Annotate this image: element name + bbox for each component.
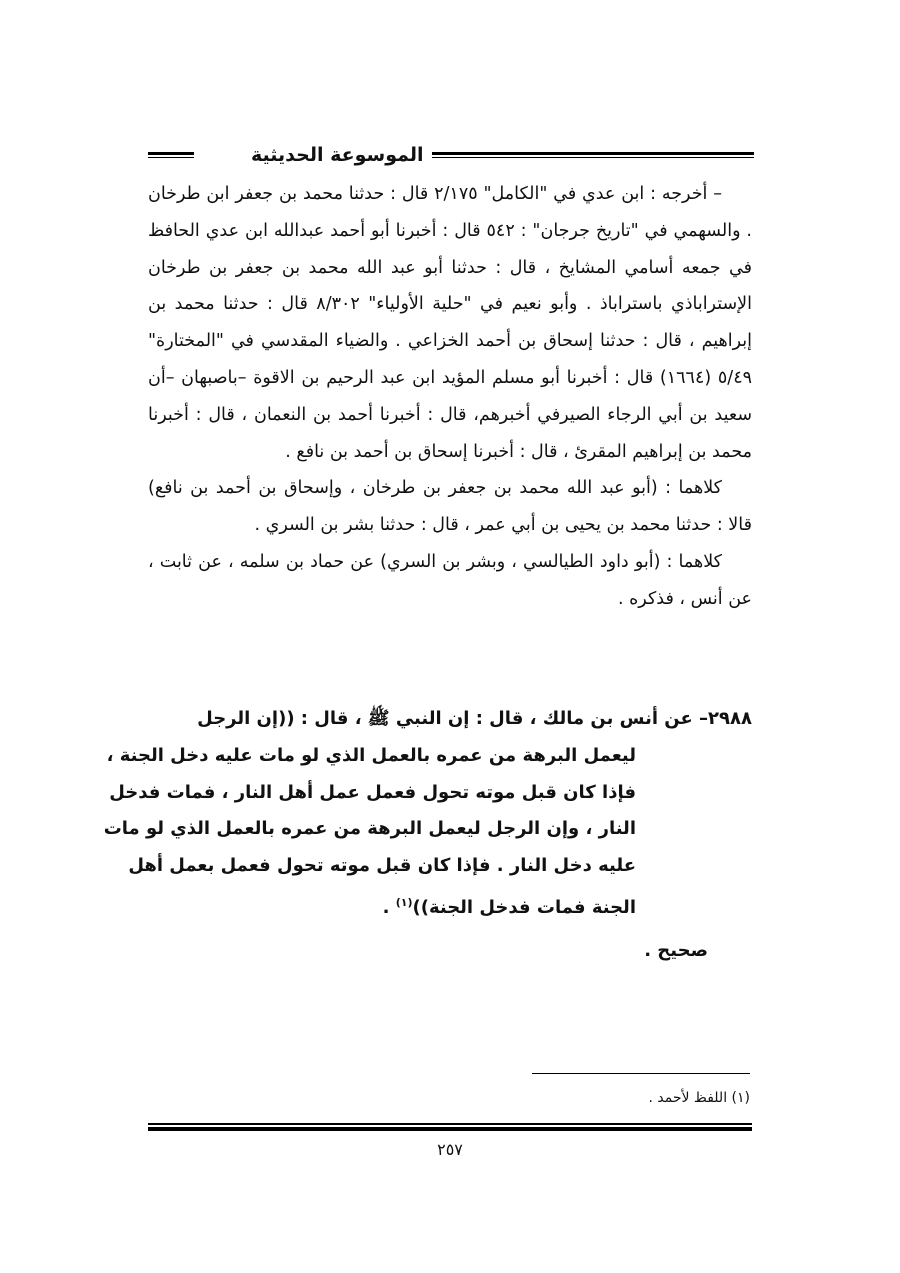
header-title-box xyxy=(243,142,432,168)
hadith-first-line: ٢٩٨٨– عن أنس بن مالك ، قال : إن النبي ﷺ ، قال : ((إن الرجل xyxy=(197,708,752,729)
footer-rule xyxy=(148,1123,752,1131)
hadith-2988 xyxy=(103,701,752,927)
footnote-separator xyxy=(532,1073,750,1074)
takhrij-paragraph: كلاهما : (أبو عبد الله محمد بن جعفر بن طرخان ، وإسحاق بن أحمد بن نافع) قالا : حدثنا محمد بن يحيى بن أبي عمر ، قال : حدثنا بشر بن السري . xyxy=(148,478,752,536)
header-title: الموسوعة الحديثية xyxy=(251,144,424,166)
hadith-last-text: الجنة فمات فدخل الجنة)) xyxy=(412,896,636,918)
footnote-reference[interactable]: (١) xyxy=(395,895,413,909)
hadith-grade: صحيح . xyxy=(644,940,708,961)
running-header xyxy=(148,142,754,172)
takhrij-section xyxy=(148,176,752,618)
footnote: (١) اللفظ لأحمد . xyxy=(648,1090,750,1106)
takhrij-paragraph: كلاهما : (أبو داود الطيالسي ، وبشر بن السري) عن حماد بن سلمه ، عن ثابت ، عن أنس ، فذكره . xyxy=(148,551,752,609)
takhrij-paragraph: – أخرجه : ابن عدي في "الكامل" ٢/١٧٥ قال : حدثنا محمد بن جعفر ابن طرخان . والسهمي في "تاريخ جرجان" : ٥٤٢ قال : أخبرنا أبو أحمد عبدالله ابن عدي الحافظ في جمعه أسامي المشايخ ، قال : حدثنا أبو عبد الله محمد بن جعفر بن طرخان الإستراباذي باستراباذ . وأبو نعيم في "حلية الأولياء" ٨/٣٠٢ قال : حدثنا محمد بن إبراهيم ، قال : حدثنا إسحاق بن أحمد الخزاعي . والضياء المقدسي في "المختارة" ٥/٤٩ (١٦٦٤) قال : أخبرنا أبو مسلم المؤيد ابن عبد الرحيم بن الاقوة –باصبهان –أن سعيد بن أبي الرجاء الصيرفي أخبرهم، قال : أخبرنا أحمد بن النعمان ، قال : أخبرنا محمد بن إبراهيم المقرئ ، قال : أخبرنا إسحاق بن أحمد بن نافع . xyxy=(148,184,753,462)
page-number: ٢٥٧ xyxy=(437,1140,463,1159)
hadith-line: النار ، وإن الرجل ليعمل البرهة من عمره بالعمل الذي لو مات xyxy=(103,818,636,840)
header-rule-right xyxy=(388,152,754,158)
hadith-last-line xyxy=(148,885,752,927)
hadith-line: ليعمل البرهة من عمره بالعمل الذي لو مات عليه دخل الجنة ، xyxy=(106,744,636,766)
hadith-line: فإذا كان قبل موته تحول فعمل عمل أهل النار ، فمات فدخل xyxy=(109,781,636,803)
header-rule-left xyxy=(148,152,194,158)
hadith-line: عليه دخل النار . فإذا كان قبل موته تحول فعمل بعمل أهل xyxy=(128,855,636,877)
hadith-last-end: . xyxy=(382,896,396,918)
